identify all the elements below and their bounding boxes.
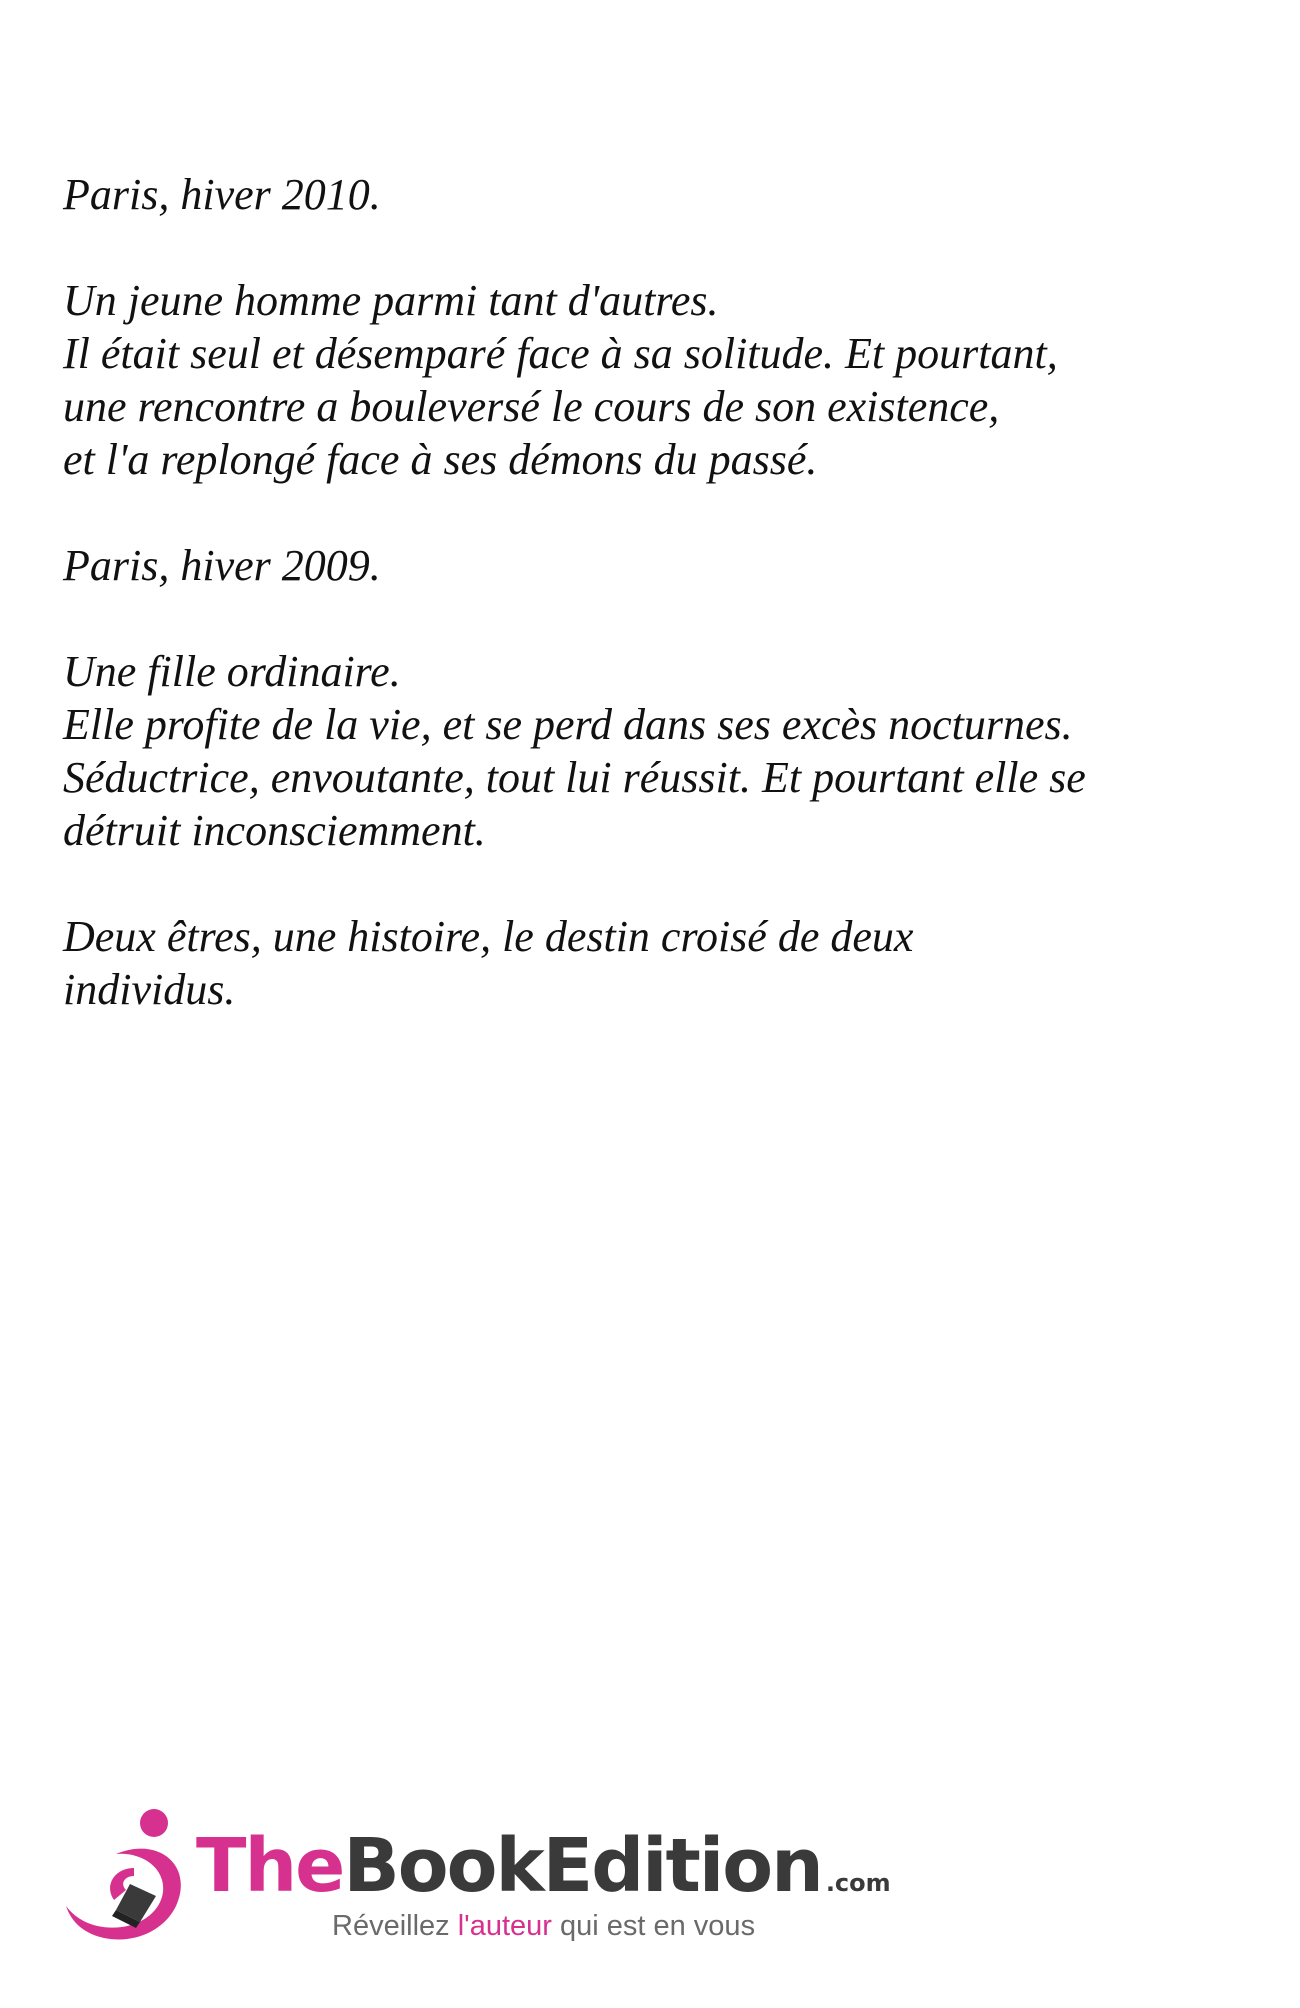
blurb-text: [63, 168, 1263, 1069]
blurb-paragraph-2: [63, 274, 1263, 486]
tagline-highlight: l'auteur: [457, 1910, 552, 1942]
blurb-paragraph-1: [63, 168, 1263, 221]
blurb-line: Il était seul et désemparé face à sa solitude. Et pourtant,: [63, 329, 1058, 378]
logo-word-dotcom: .com: [825, 1869, 891, 1897]
blurb-line: Une fille ordinaire.: [63, 647, 401, 696]
logo-tagline: [332, 1910, 755, 1942]
blurb-line: Paris, hiver 2010.: [63, 170, 381, 219]
logo-word-the: The: [196, 1823, 344, 1909]
blurb-line: individus.: [63, 965, 236, 1014]
logo-word-book-edition: BookEdition: [343, 1823, 822, 1909]
tagline-post: qui est en vous: [551, 1910, 756, 1942]
thebookedition-logo-icon: [64, 1806, 194, 1946]
blurb-paragraph-3: [63, 539, 1263, 592]
blurb-line: Deux êtres, une histoire, le destin croisé de deux: [63, 912, 914, 961]
logo-wordmark: [196, 1823, 891, 1923]
blurb-line: détruit inconsciemment.: [63, 806, 486, 855]
tagline-pre: Réveillez: [332, 1910, 458, 1942]
blurb-paragraph-4: [63, 645, 1263, 857]
blurb-line: et l'a replongé face à ses démons du passé.: [63, 435, 818, 484]
blurb-line: une rencontre a bouleversé le cours de son existence,: [63, 382, 1000, 431]
blurb-paragraph-5: [63, 910, 1263, 1016]
blurb-line: Un jeune homme parmi tant d'autres.: [63, 276, 719, 325]
blurb-line: Elle profite de la vie, et se perd dans ses excès nocturnes.: [63, 700, 1073, 749]
blurb-line: Séductrice, envoutante, tout lui réussit. Et pourtant elle se: [63, 753, 1086, 802]
thebookedition-logo: [64, 1806, 891, 1966]
blurb-line: Paris, hiver 2009.: [63, 541, 381, 590]
